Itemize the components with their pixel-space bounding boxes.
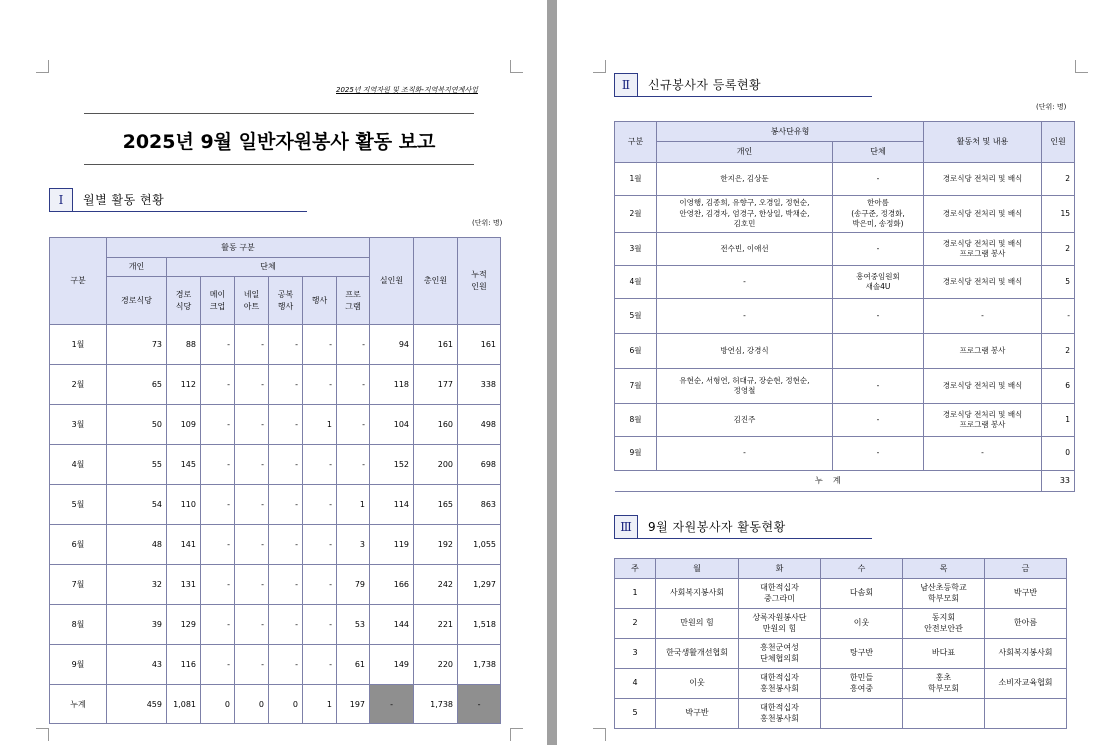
table-cell: 54 (107, 485, 167, 525)
table-cell: 대한적십자 중그라미 (739, 579, 821, 609)
crop-mark (593, 60, 606, 73)
individual-names: 유현순, 서형연, 허대규, 장순현, 정현순, 정영철 (657, 369, 833, 404)
table-cell: - (235, 405, 269, 445)
row-month: 1월 (50, 325, 107, 365)
table-cell: 161 (458, 325, 501, 365)
table-cell: 131 (167, 565, 201, 605)
section-number: Ⅱ (614, 73, 638, 97)
table-cell: 대한적십자 홍천봉사회 (739, 699, 821, 729)
header-real-count: 실인원 (370, 238, 414, 325)
table-cell: 탕구반 (821, 639, 903, 669)
activity-place: 경로식당 전처리 및 배식 (924, 369, 1042, 404)
member-count: 5 (1042, 266, 1075, 299)
table-cell: 1,081 (167, 685, 201, 724)
table-cell: 대한적십자 홍천봉사회 (739, 669, 821, 699)
table-cell: 1 (303, 405, 337, 445)
table-cell: 한민들 흥여중 (821, 669, 903, 699)
activity-place: 경로식당 전처리 및 배식 (924, 196, 1042, 233)
row-month: 4월 (615, 266, 657, 299)
header-activity-place: 활동처 및 내용 (924, 122, 1042, 163)
individual-names: - (657, 266, 833, 299)
week-number: 5 (615, 699, 656, 729)
new-volunteer-table (614, 121, 1075, 492)
individual-names: 김진주 (657, 404, 833, 437)
table-cell: 53 (337, 605, 370, 645)
activity-place: 경로식당 전처리 및 배식 (924, 163, 1042, 196)
header-day: 월 (656, 559, 739, 579)
member-count: 15 (1042, 196, 1075, 233)
table-cell: - (303, 485, 337, 525)
table-cell: 남산초등학교 학부모회 (903, 579, 985, 609)
crop-mark (510, 728, 523, 741)
table-cell: - (337, 365, 370, 405)
member-count: 2 (1042, 334, 1075, 369)
table-cell: - (303, 445, 337, 485)
member-count: 1 (1042, 404, 1075, 437)
table-cell: - (337, 325, 370, 365)
table-cell: 50 (107, 405, 167, 445)
table-cell: 상록자원봉사단 만원의 힘 (739, 609, 821, 639)
total-value: 33 (1042, 471, 1075, 492)
individual-names: - (657, 437, 833, 471)
header-group: 단체 (167, 258, 370, 277)
table-cell: - (201, 645, 235, 685)
section-number: Ⅰ (49, 188, 73, 212)
table-cell: 한국생활개선협회 (656, 639, 739, 669)
table-row (50, 605, 501, 645)
table-cell: 박구반 (985, 579, 1067, 609)
table-cell: - (269, 485, 303, 525)
header-reference: 2025년 지역자원 및 조직화-지역복지연계사업 (336, 86, 478, 94)
table-cell: - (269, 325, 303, 365)
table-cell: - (269, 645, 303, 685)
table-cell: - (235, 565, 269, 605)
group-names (833, 334, 924, 369)
section-number: Ⅲ (614, 515, 638, 539)
table-cell: - (269, 365, 303, 405)
table-cell: - (303, 645, 337, 685)
document-page-right (557, 0, 1094, 745)
header-column: 행사 (303, 277, 337, 325)
header-volunteer-type: 봉사단유형 (657, 122, 924, 142)
table-cell: - (458, 685, 501, 724)
activity-place: 프로그램 봉사 (924, 334, 1042, 369)
crop-mark (36, 60, 49, 73)
table-row (615, 669, 1067, 699)
member-count: - (1042, 299, 1075, 334)
table-cell: - (201, 445, 235, 485)
crop-mark (510, 60, 523, 73)
table-cell: 192 (414, 525, 458, 565)
table-cell: 119 (370, 525, 414, 565)
table-cell: - (269, 405, 303, 445)
table-cell: - (201, 325, 235, 365)
row-month: 2월 (50, 365, 107, 405)
table-cell: 65 (107, 365, 167, 405)
table-cell: 한아름 (985, 609, 1067, 639)
header-cumulative: 누적 인원 (458, 238, 501, 325)
header-day: 화 (739, 559, 821, 579)
table-cell: 141 (167, 525, 201, 565)
table-cell: 1,738 (458, 645, 501, 685)
header-day: 목 (903, 559, 985, 579)
table-cell: 104 (370, 405, 414, 445)
section-heading-1 (49, 188, 164, 211)
section-underline (614, 538, 872, 539)
activity-place: 경로식당 전처리 및 배식 (924, 266, 1042, 299)
section-title: 신규봉사자 등록현황 (648, 78, 762, 92)
crop-mark (593, 728, 606, 741)
table-row (50, 325, 501, 365)
member-count: 2 (1042, 163, 1075, 196)
table-cell: - (303, 365, 337, 405)
row-month: 4월 (50, 445, 107, 485)
table-row (50, 565, 501, 605)
row-month: 6월 (615, 334, 657, 369)
table-cell: - (235, 605, 269, 645)
table-row (615, 609, 1067, 639)
table-cell: 498 (458, 405, 501, 445)
table-cell: 0 (235, 685, 269, 724)
table-cell: 112 (167, 365, 201, 405)
table-row (615, 579, 1067, 609)
table-cell (903, 699, 985, 729)
table-cell: 88 (167, 325, 201, 365)
table-row (50, 485, 501, 525)
crop-mark (36, 728, 49, 741)
header-category: 구분 (615, 122, 657, 163)
total-label: 누 계 (615, 471, 1042, 492)
table-cell: - (201, 485, 235, 525)
table-cell: 55 (107, 445, 167, 485)
table-cell: - (235, 645, 269, 685)
week-number: 4 (615, 669, 656, 699)
header-category: 구분 (50, 238, 107, 325)
table-row (615, 699, 1067, 729)
individual-names: 전수빈, 이애선 (657, 233, 833, 266)
row-month: 7월 (50, 565, 107, 605)
table-cell: 118 (370, 365, 414, 405)
table-cell: - (235, 325, 269, 365)
week-number: 3 (615, 639, 656, 669)
activity-place: - (924, 299, 1042, 334)
section-underline (614, 96, 872, 97)
table-cell: - (269, 445, 303, 485)
table-cell: 61 (337, 645, 370, 685)
row-month: 6월 (50, 525, 107, 565)
table-cell: - (201, 565, 235, 605)
row-month: 3월 (615, 233, 657, 266)
table-cell: 177 (414, 365, 458, 405)
table-cell: - (235, 485, 269, 525)
group-names: - (833, 233, 924, 266)
table-cell (821, 699, 903, 729)
unit-label: (단위: 명) (472, 219, 503, 227)
header-column: 경로 식당 (167, 277, 201, 325)
table-row (615, 639, 1067, 669)
table-cell: 200 (414, 445, 458, 485)
row-month: 누계 (50, 685, 107, 724)
table-cell: 166 (370, 565, 414, 605)
table-cell: 사회복지봉사회 (656, 579, 739, 609)
table-cell (985, 699, 1067, 729)
table-cell: 110 (167, 485, 201, 525)
row-month: 5월 (50, 485, 107, 525)
row-month: 8월 (615, 404, 657, 437)
table-cell: - (235, 365, 269, 405)
table-cell: 79 (337, 565, 370, 605)
row-month: 8월 (50, 605, 107, 645)
table-cell: 3 (337, 525, 370, 565)
table-cell: - (201, 365, 235, 405)
group-names: - (833, 163, 924, 196)
row-month: 3월 (50, 405, 107, 445)
table-cell: - (235, 525, 269, 565)
table-cell: 이웃 (821, 609, 903, 639)
header-group: 단체 (833, 142, 924, 163)
table-cell: - (201, 525, 235, 565)
table-cell: 1,055 (458, 525, 501, 565)
table-row (50, 445, 501, 485)
table-cell: 149 (370, 645, 414, 685)
total-row (50, 685, 501, 724)
table-row (615, 369, 1075, 404)
row-month: 7월 (615, 369, 657, 404)
activity-place: - (924, 437, 1042, 471)
table-cell: 0 (201, 685, 235, 724)
total-row (615, 471, 1075, 492)
section-title: 9월 자원봉사자 활동현황 (648, 520, 786, 534)
header-day: 수 (821, 559, 903, 579)
table-cell: 박구반 (656, 699, 739, 729)
row-month: 2월 (615, 196, 657, 233)
title-rule-top (84, 113, 474, 114)
section-title: 월별 활동 현황 (83, 193, 165, 207)
section-heading-3 (614, 515, 786, 538)
section-heading-2 (614, 73, 761, 96)
table-cell: 1,518 (458, 605, 501, 645)
table-cell: - (337, 445, 370, 485)
header-individual: 개인 (657, 142, 833, 163)
table-cell: 116 (167, 645, 201, 685)
table-row (50, 525, 501, 565)
header-column: 공복 행사 (269, 277, 303, 325)
table-cell: 39 (107, 605, 167, 645)
table-row (615, 163, 1075, 196)
group-names: - (833, 369, 924, 404)
table-cell: 흥천군여성 단체협의회 (739, 639, 821, 669)
title-rule-bottom (84, 164, 474, 165)
table-cell: - (370, 685, 414, 724)
table-row (615, 334, 1075, 369)
header-column: 프로 그램 (337, 277, 370, 325)
table-cell: 144 (370, 605, 414, 645)
table-cell: 다솜회 (821, 579, 903, 609)
table-cell: 이웃 (656, 669, 739, 699)
header-day: 금 (985, 559, 1067, 579)
header-column: 경로식당 (107, 277, 167, 325)
table-cell: 220 (414, 645, 458, 685)
table-cell: - (201, 605, 235, 645)
table-cell: 사회복지봉사회 (985, 639, 1067, 669)
table-cell: 1 (303, 685, 337, 724)
table-row (615, 233, 1075, 266)
table-cell: 바다표 (903, 639, 985, 669)
table-cell: 동지회 안전보안관 (903, 609, 985, 639)
table-cell: - (235, 445, 269, 485)
monthly-activity-table (49, 237, 501, 724)
member-count: 2 (1042, 233, 1075, 266)
table-cell: 698 (458, 445, 501, 485)
section-underline (49, 211, 307, 212)
group-names: 흥여중임원회 새솔4U (833, 266, 924, 299)
table-cell: 161 (414, 325, 458, 365)
table-cell: 32 (107, 565, 167, 605)
week-number: 2 (615, 609, 656, 639)
group-names: 한아름 (송구준, 정경화, 박은미, 송정화) (833, 196, 924, 233)
header-column: 네일 아트 (235, 277, 269, 325)
table-cell: 197 (337, 685, 370, 724)
group-names: - (833, 299, 924, 334)
header-count: 인원 (1042, 122, 1075, 163)
table-cell: 459 (107, 685, 167, 724)
table-cell: 221 (414, 605, 458, 645)
table-cell: 863 (458, 485, 501, 525)
table-cell: 73 (107, 325, 167, 365)
group-names: - (833, 437, 924, 471)
table-cell: 145 (167, 445, 201, 485)
table-cell: 1,297 (458, 565, 501, 605)
activity-place: 경로식당 전처리 및 배식 프로그램 봉사 (924, 233, 1042, 266)
individual-names: 이영행, 김종희, 유향구, 오경일, 정현순, 안영찬, 김경자, 엄경구, 한상일, 박채순, 김호민 (657, 196, 833, 233)
member-count: 0 (1042, 437, 1075, 471)
table-cell: - (269, 525, 303, 565)
header-total-count: 총인원 (414, 238, 458, 325)
table-row (615, 437, 1075, 471)
crop-mark (1075, 60, 1088, 73)
individual-names: - (657, 299, 833, 334)
table-cell: - (303, 525, 337, 565)
header-individual: 개인 (107, 258, 167, 277)
table-cell: - (303, 325, 337, 365)
table-cell: 43 (107, 645, 167, 685)
table-cell: 242 (414, 565, 458, 605)
individual-names: 방연심, 강경식 (657, 334, 833, 369)
table-row (50, 645, 501, 685)
table-cell: 1,738 (414, 685, 458, 724)
table-cell: 만원의 힘 (656, 609, 739, 639)
table-cell: 94 (370, 325, 414, 365)
table-cell: 109 (167, 405, 201, 445)
table-cell: 338 (458, 365, 501, 405)
table-cell: 홍초 학부모회 (903, 669, 985, 699)
table-row (50, 405, 501, 445)
row-month: 9월 (615, 437, 657, 471)
table-cell: - (201, 405, 235, 445)
table-row (615, 299, 1075, 334)
table-cell: - (337, 405, 370, 445)
individual-names: 한지은, 김상둔 (657, 163, 833, 196)
table-cell: 0 (269, 685, 303, 724)
member-count: 6 (1042, 369, 1075, 404)
table-cell: - (269, 565, 303, 605)
table-cell: 1 (337, 485, 370, 525)
table-row (615, 196, 1075, 233)
row-month: 9월 (50, 645, 107, 685)
table-row (615, 404, 1075, 437)
row-month: 1월 (615, 163, 657, 196)
weekly-activity-table (614, 558, 1067, 729)
group-names: - (833, 404, 924, 437)
table-cell: 114 (370, 485, 414, 525)
week-number: 1 (615, 579, 656, 609)
row-month: 5월 (615, 299, 657, 334)
table-cell: 152 (370, 445, 414, 485)
table-cell: 소비자교육협회 (985, 669, 1067, 699)
table-cell: 129 (167, 605, 201, 645)
header-column: 메이 크업 (201, 277, 235, 325)
table-row (615, 266, 1075, 299)
table-cell: 160 (414, 405, 458, 445)
table-cell: - (303, 565, 337, 605)
unit-label: (단위: 명) (1036, 103, 1067, 111)
table-cell: - (269, 605, 303, 645)
table-row (50, 365, 501, 405)
table-cell: 48 (107, 525, 167, 565)
page-title: 2025년 9월 일반자원봉사 활동 보고 (122, 131, 436, 153)
table-cell: - (303, 605, 337, 645)
header-activity: 활동 구분 (107, 238, 370, 258)
table-cell: 165 (414, 485, 458, 525)
activity-place: 경로식당 전처리 및 배식 프로그램 봉사 (924, 404, 1042, 437)
header-day: 주 (615, 559, 656, 579)
